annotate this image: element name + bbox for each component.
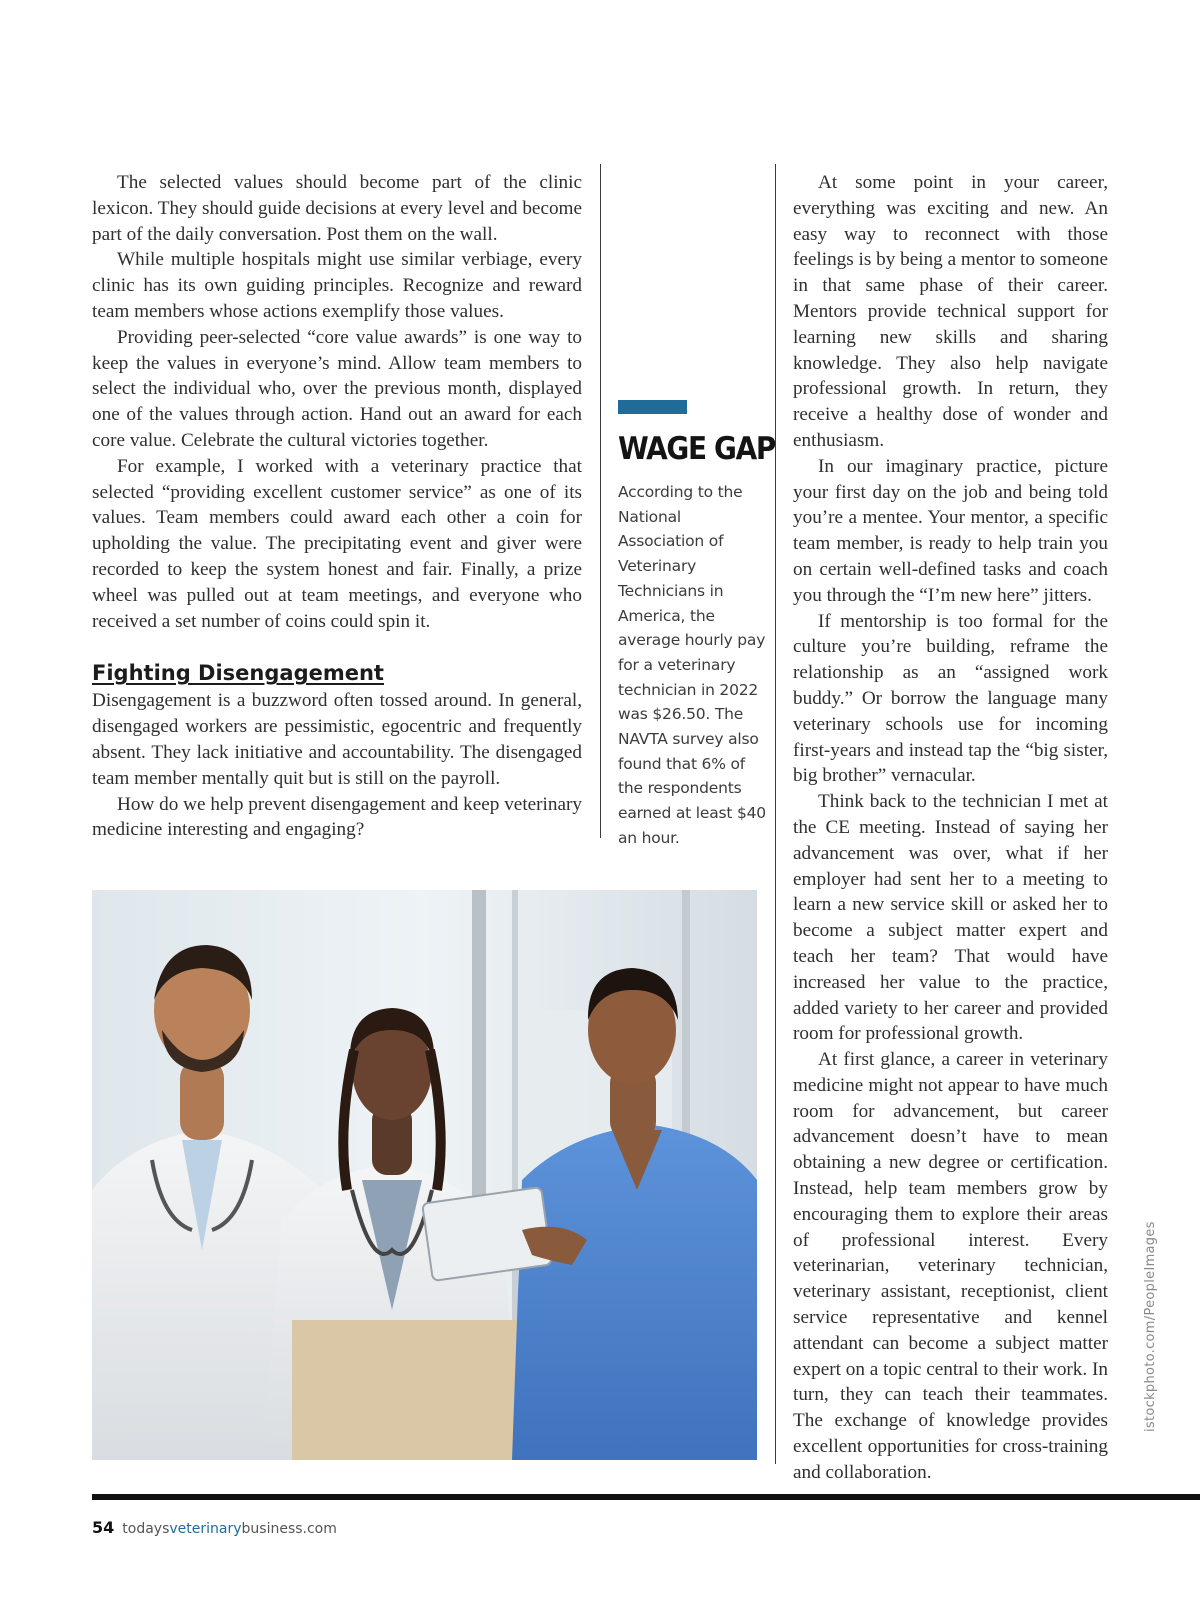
page-number: 54 [92, 1518, 115, 1537]
body-paragraph: Providing peer-selected “core value awards” is one way to keep the values in everyone’s mind. Allow team members to select the individual who, over the previous month, displayed one of the values through action. Hand out an award for each core value. Celebrate the cultural victories together. [92, 326, 582, 451]
footer-rule [92, 1494, 1200, 1500]
page-footer [92, 1518, 337, 1537]
body-paragraph: If mentorship is too formal for the culture you’re building, reframe the relationship as an “assigned work buddy.” Or borrow the language many veterinary schools use for incoming first-years and instead tap the “big sister, big brother” vernacular. [793, 610, 1108, 787]
sidebar-title: WAGE GAP [618, 431, 775, 467]
team-photo [92, 890, 757, 1460]
site-url-highlight: veterinary [169, 1521, 242, 1537]
photo-credit: istockphoto.com/PeopleImages [1143, 1221, 1158, 1432]
sidebar-accent-bar [618, 400, 687, 414]
body-paragraph: For example, I worked with a veterinary practice that selected “providing excellent customer service” as one of its values. Team members could award each other a coin for upholding the value. The precipitating event and giver were recorded to keep the system honest and fair. Finally, a prize wheel was pulled out at team meetings, and everyone who received a set number of coins could spin it. [92, 455, 582, 632]
site-url-prefix: todays [122, 1521, 170, 1537]
body-paragraph: In our imaginary practice, picture your first day on the job and being told you’re a mentee. Your mentor, a specific team member, is ready to help train you on certain well-defined tasks and coach you through the “I’m new here” jitters. [793, 455, 1108, 606]
body-paragraph: Think back to the technician I met at the CE meeting. Instead of saying her advancement was over, what if her employer had sent her to a meeting to learn a new service skill or asked her to become a subject matter expert and teach her team? That would have increased her value to the practice, added variety to her career and provided room for professional growth. [793, 791, 1108, 1045]
sidebar-text: According to the National Association of Veterinary Technicians in America, the average hourly pay for a veterinary technician in 2022 was $26.50. The NAVTA survey also found that 6% of the respondents earned at least $40 an hour. [618, 483, 766, 847]
body-paragraph: Disengagement is a buzzword often tossed around. In general, disengaged workers are pessimistic, egocentric and frequently absent. They lack initiative and accountability. The disengaged team member mentally quit but is still on the payroll. [92, 690, 582, 789]
body-paragraph: While multiple hospitals might use similar verbiage, every clinic has its own guiding principles. Recognize and reward team members whose actions exemplify those values. [92, 249, 582, 322]
body-paragraph: At some point in your career, everything was exciting and new. An easy way to reconnect with those feelings is by being a mentor to someone in that same phase of their career. Mentors provide technical support for learning new skills and sharing knowledge. They also help navigate professional growth. In return, they receive a healthy dose of wonder and enthusiasm. [793, 172, 1108, 451]
body-paragraph: How do we help prevent disengagement and keep veterinary medicine interesting and engaging? [92, 793, 582, 841]
left-column [92, 170, 582, 843]
body-paragraph: The selected values should become part of the clinic lexicon. They should guide decisions at every level and become part of the daily conversation. Post them on the wall. [92, 172, 582, 245]
right-column [793, 170, 1108, 1486]
section-subhead: Fighting Disengagement [92, 661, 384, 686]
column-divider [775, 164, 776, 1464]
body-paragraph: At first glance, a career in veterinary medicine might not appear to have much room for advancement, but career advancement doesn’t have to mean obtaining a new degree or certification. Instead, help team members grow by encouraging them to explore their areas of professional interest. Every veterinarian, veterinary technician, veterinary assistant, receptionist, client service representative and kennel attendant can become a subject matter expert on a topic central to their work. In turn, they can teach their teammates. The exchange of knowledge provides excellent opportunities for cross-training and collaboration. [793, 1049, 1108, 1483]
site-url-suffix: business.com [241, 1521, 337, 1537]
wage-gap-sidebar [618, 400, 775, 851]
column-divider [600, 164, 601, 838]
